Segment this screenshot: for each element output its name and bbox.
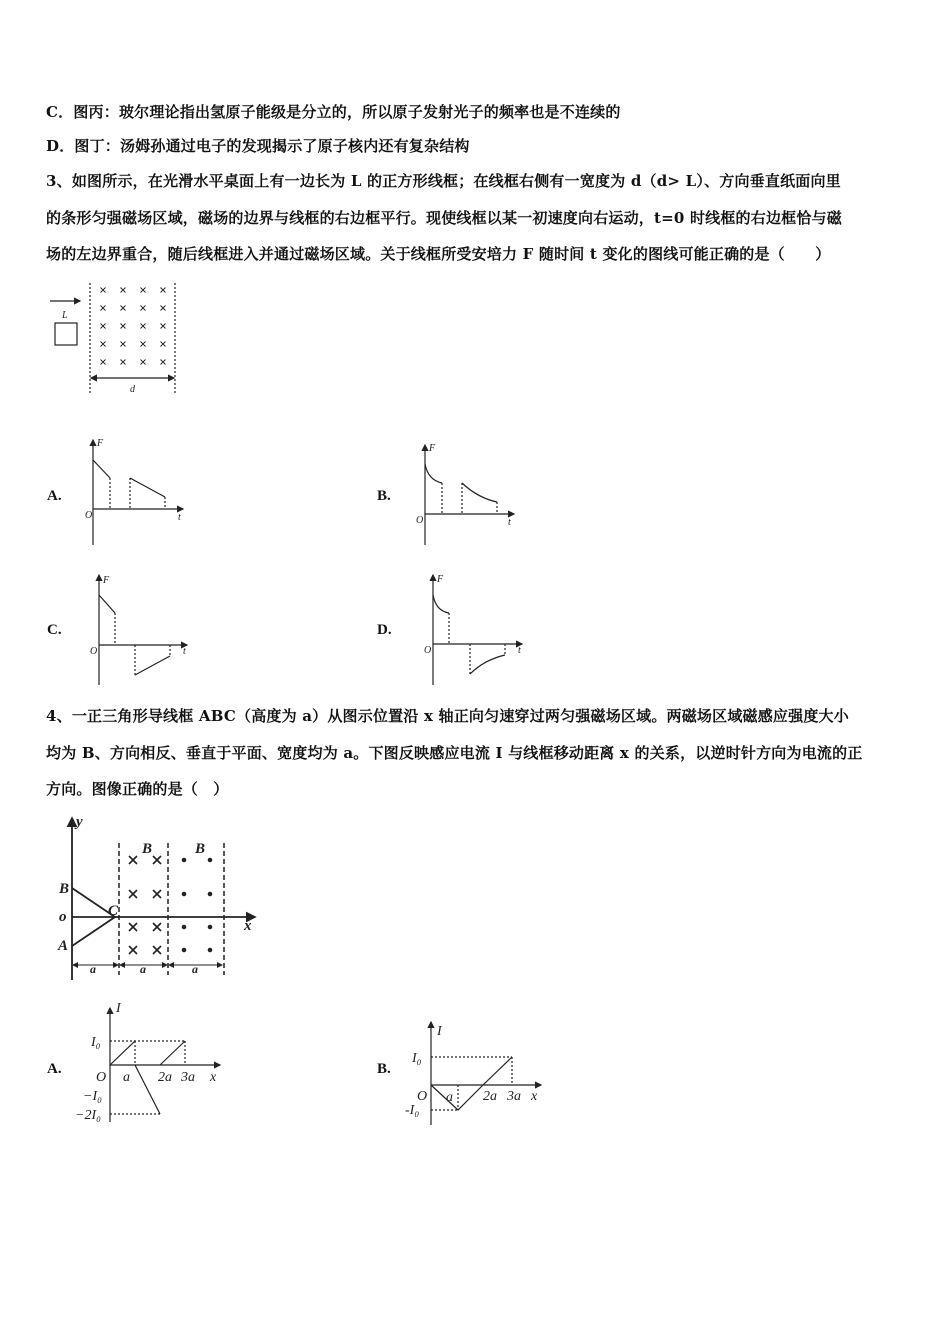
q3-graph-a (93, 440, 183, 545)
label-origin: o (59, 909, 67, 925)
label-l: L (62, 310, 68, 321)
label-3a: 3a (507, 1089, 521, 1104)
field-cross-icon (141, 324, 146, 329)
field-cross-icon (153, 890, 161, 898)
q4-graph-b (431, 1022, 541, 1125)
q3-graph-b (425, 445, 514, 545)
question-4-line-2: 均为 B、方向相反、垂直于平面、宽度均为 a。下图反映感应电流 I 与线框移动距离 x 的关系，以逆时针方向为电流的正 (46, 744, 863, 762)
label-x: x (531, 1089, 538, 1104)
field-dot-icon (209, 893, 212, 896)
field-cross-icon (101, 306, 106, 311)
field-cross-icon (153, 946, 161, 954)
label-a: a (140, 962, 146, 976)
label-t: t (183, 646, 186, 657)
label-i: I (116, 1001, 121, 1016)
label-vertex-b: B (59, 881, 70, 897)
label-x: x (244, 918, 252, 934)
field-dot-icon (209, 949, 212, 952)
q4-setup-diagram (72, 818, 255, 980)
q3-graph-c (99, 575, 187, 685)
square-frame (55, 323, 77, 345)
field-cross-icon (129, 856, 137, 864)
label-a: a (123, 1070, 130, 1085)
field-cross-icon (101, 324, 106, 329)
label-t: t (518, 645, 521, 656)
field-cross-icon (121, 288, 126, 293)
label-2a: 2a (483, 1089, 497, 1104)
label-o: O (85, 510, 93, 521)
label-o: O (416, 515, 424, 526)
field-cross-icon (161, 288, 166, 293)
label-a: a (90, 962, 96, 976)
q4-option-b: B. (377, 1061, 391, 1077)
label-o: O (417, 1089, 428, 1104)
label-vertex-a: A (58, 938, 69, 954)
field-dot-icon (183, 893, 186, 896)
label-o: O (96, 1070, 107, 1085)
field-crosses (101, 288, 166, 365)
field-cross-icon (161, 306, 166, 311)
label-f: F (437, 574, 444, 585)
label-neg-2i0: −2I₀ (75, 1108, 101, 1123)
label-o: O (90, 646, 98, 657)
field-cross-icon (121, 360, 126, 365)
field-cross-icon (121, 324, 126, 329)
field-cross-icon (161, 360, 166, 365)
q3-option-c: C. (47, 622, 62, 638)
label-neg-i0: -I₀ (405, 1103, 420, 1118)
label-i: I (437, 1024, 442, 1039)
label-x: x (210, 1070, 217, 1085)
q3-setup-diagram (50, 283, 175, 395)
field-dot-icon (183, 926, 186, 929)
field-cross-icon (153, 856, 161, 864)
field-cross-icon (161, 342, 166, 347)
field-cross-icon (101, 288, 106, 293)
label-f: F (429, 443, 436, 454)
q3-graph-d (433, 575, 522, 685)
q3-option-d: D. (377, 622, 392, 638)
question-3-line-3: 场的左边界重合，随后线框进入并通过磁场区域。关于线框所受安培力 F 随时间 t 变化的图线可能正确的是（ ） (46, 245, 831, 263)
field-cross-icon (141, 360, 146, 365)
q4-option-a: A. (47, 1061, 62, 1077)
question-3-line-1: 3、如图所示，在光滑水平桌面上有一边长为 L 的正方形线框；在线框右侧有一宽度为 d（d> L）、方向垂直纸面向里 (46, 172, 841, 190)
label-field-b: B (195, 841, 206, 857)
label-i0: I₀ (91, 1035, 101, 1050)
q3-option-b: B. (377, 488, 391, 504)
field-cross-icon (161, 324, 166, 329)
field-cross-icon (129, 923, 137, 931)
label-d: d (130, 384, 135, 395)
q4-graph-a (110, 1008, 220, 1122)
field-cross-icon (121, 342, 126, 347)
field-cross-icon (141, 306, 146, 311)
field-dot-icon (183, 949, 186, 952)
field-dot-icon (209, 926, 212, 929)
label-i0: I₀ (412, 1051, 422, 1066)
label-o: O (424, 645, 432, 656)
label-a: a (446, 1090, 453, 1105)
label-t: t (508, 517, 511, 528)
field-dot-icon (183, 859, 186, 862)
label-t: t (178, 512, 181, 523)
field-cross-icon (101, 342, 106, 347)
field-cross-icon (101, 360, 106, 365)
label-f: F (97, 438, 104, 449)
question-4-line-1: 4、一正三角形导线框 ABC（高度为 a）从图示位置沿 x 轴正向匀速穿过两匀强磁场区域。两磁场区域磁感应强度大小 (46, 707, 849, 725)
field-cross-icon (129, 890, 137, 898)
label-a: a (192, 962, 198, 976)
label-f: F (103, 575, 110, 586)
field-cross-icon (153, 923, 161, 931)
option-d-text: D．图丁：汤姆孙通过电子的发现揭示了原子核内还有复杂结构 (46, 137, 470, 155)
label-y: y (76, 814, 83, 830)
field-cross-icon (141, 342, 146, 347)
label-field-b: B (142, 841, 153, 857)
field-cross-icon (141, 288, 146, 293)
field-cross-icon (121, 306, 126, 311)
question-4-line-3: 方向。图像正确的是（ ） (46, 780, 229, 798)
label-2a: 2a (158, 1070, 172, 1085)
field-dot-icon (209, 859, 212, 862)
label-3a: 3a (181, 1070, 195, 1085)
field-cross-icon (129, 946, 137, 954)
q3-option-a: A. (47, 488, 62, 504)
label-vertex-c: C (108, 903, 119, 919)
option-c-text: C．图丙：玻尔理论指出氢原子能级是分立的，所以原子发射光子的频率也是不连续的 (46, 103, 621, 121)
label-neg-i0: −I₀ (83, 1089, 102, 1104)
question-3-line-2: 的条形匀强磁场区域，磁场的边界与线框的右边框平行。现使线框以某一初速度向右运动，t=0 时线框的右边框恰与磁 (46, 209, 842, 227)
